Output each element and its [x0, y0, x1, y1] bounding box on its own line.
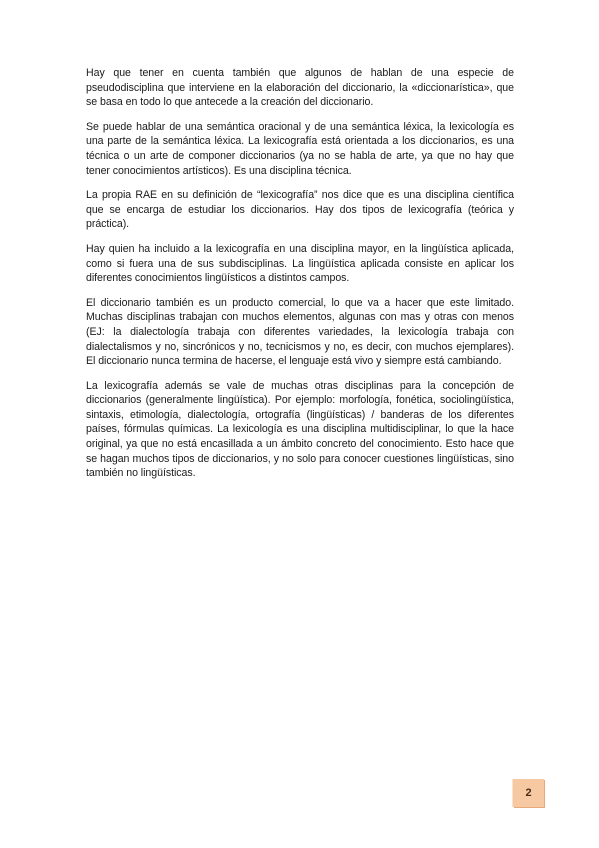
paragraph-multidisciplinar: La lexicografía además se vale de muchas otras disciplinas para la concepción de diccionarios (generalmente lingüística). Por ejemplo: morfología, fonética, sociolingüística, sintaxis, etimología, dialectología, ortografía (lingüísticas) / banderas de los diferentes países, fórmulas químicas. La lexicología es una disciplina multidisciplinar, lo que la hace original, ya que no está encasillada a un ámbito concreto del conocimiento. Esto hace que se hagan muchos tipos de diccionarios, y no solo para conocer cuestiones lingüísticas, sino también no lingüísticas.	[86, 379, 514, 480]
paragraph-rae-definicion: La propia RAE en su definición de “lexicografía” nos dice que es una disciplina científica que se encarga de estudiar los diccionarios. Hay dos tipos de lexicografía (teórica y práctica).	[86, 189, 514, 231]
paragraph-diccionaristica: Hay que tener en cuenta también que algunos de hablan de una especie de pseudodisciplina que interviene en la elaboración del diccionario, la «diccionarística», que se basa en todo lo que antecede a la creación del diccionario.	[86, 67, 514, 109]
page-number: 2	[525, 787, 532, 799]
body-text	[86, 66, 514, 491]
paragraph-semantica: Se puede hablar de una semántica oracional y de una semántica léxica, la lexicología es una parte de la semántica léxica. La lexicografía está orientada a los diccionarios, es una técnica o un arte de componer diccionarios (ya no se habla de arte, ya que no hay que tener conocimientos artísticos). Es una disciplina técnica.	[86, 120, 514, 177]
page-number-badge	[513, 779, 544, 807]
paragraph-linguistica-aplicada: Hay quien ha incluido a la lexicografía en una disciplina mayor, en la lingüística aplicada, como si fuera una de sus subdisciplinas. La lingüística aplicada consiste en aplicar los diferentes conocimientos lingüísticos a distintos campos.	[86, 242, 514, 285]
paragraph-producto-comercial: El diccionario también es un producto comercial, lo que va a hacer que este limitado. Muchas disciplinas trabajan con muchos elementos, algunas con mas y otras con menos (EJ: la dialectología trabaja con diferentes variedades, la lexicología trabaja con dialectalismos y no, sincrónicos y no, tecnicismos y no, es decir, con muchos ejemplares). El diccionario nunca termina de hacerse, el lenguaje está vivo y siempre está cambiando.	[86, 296, 514, 368]
